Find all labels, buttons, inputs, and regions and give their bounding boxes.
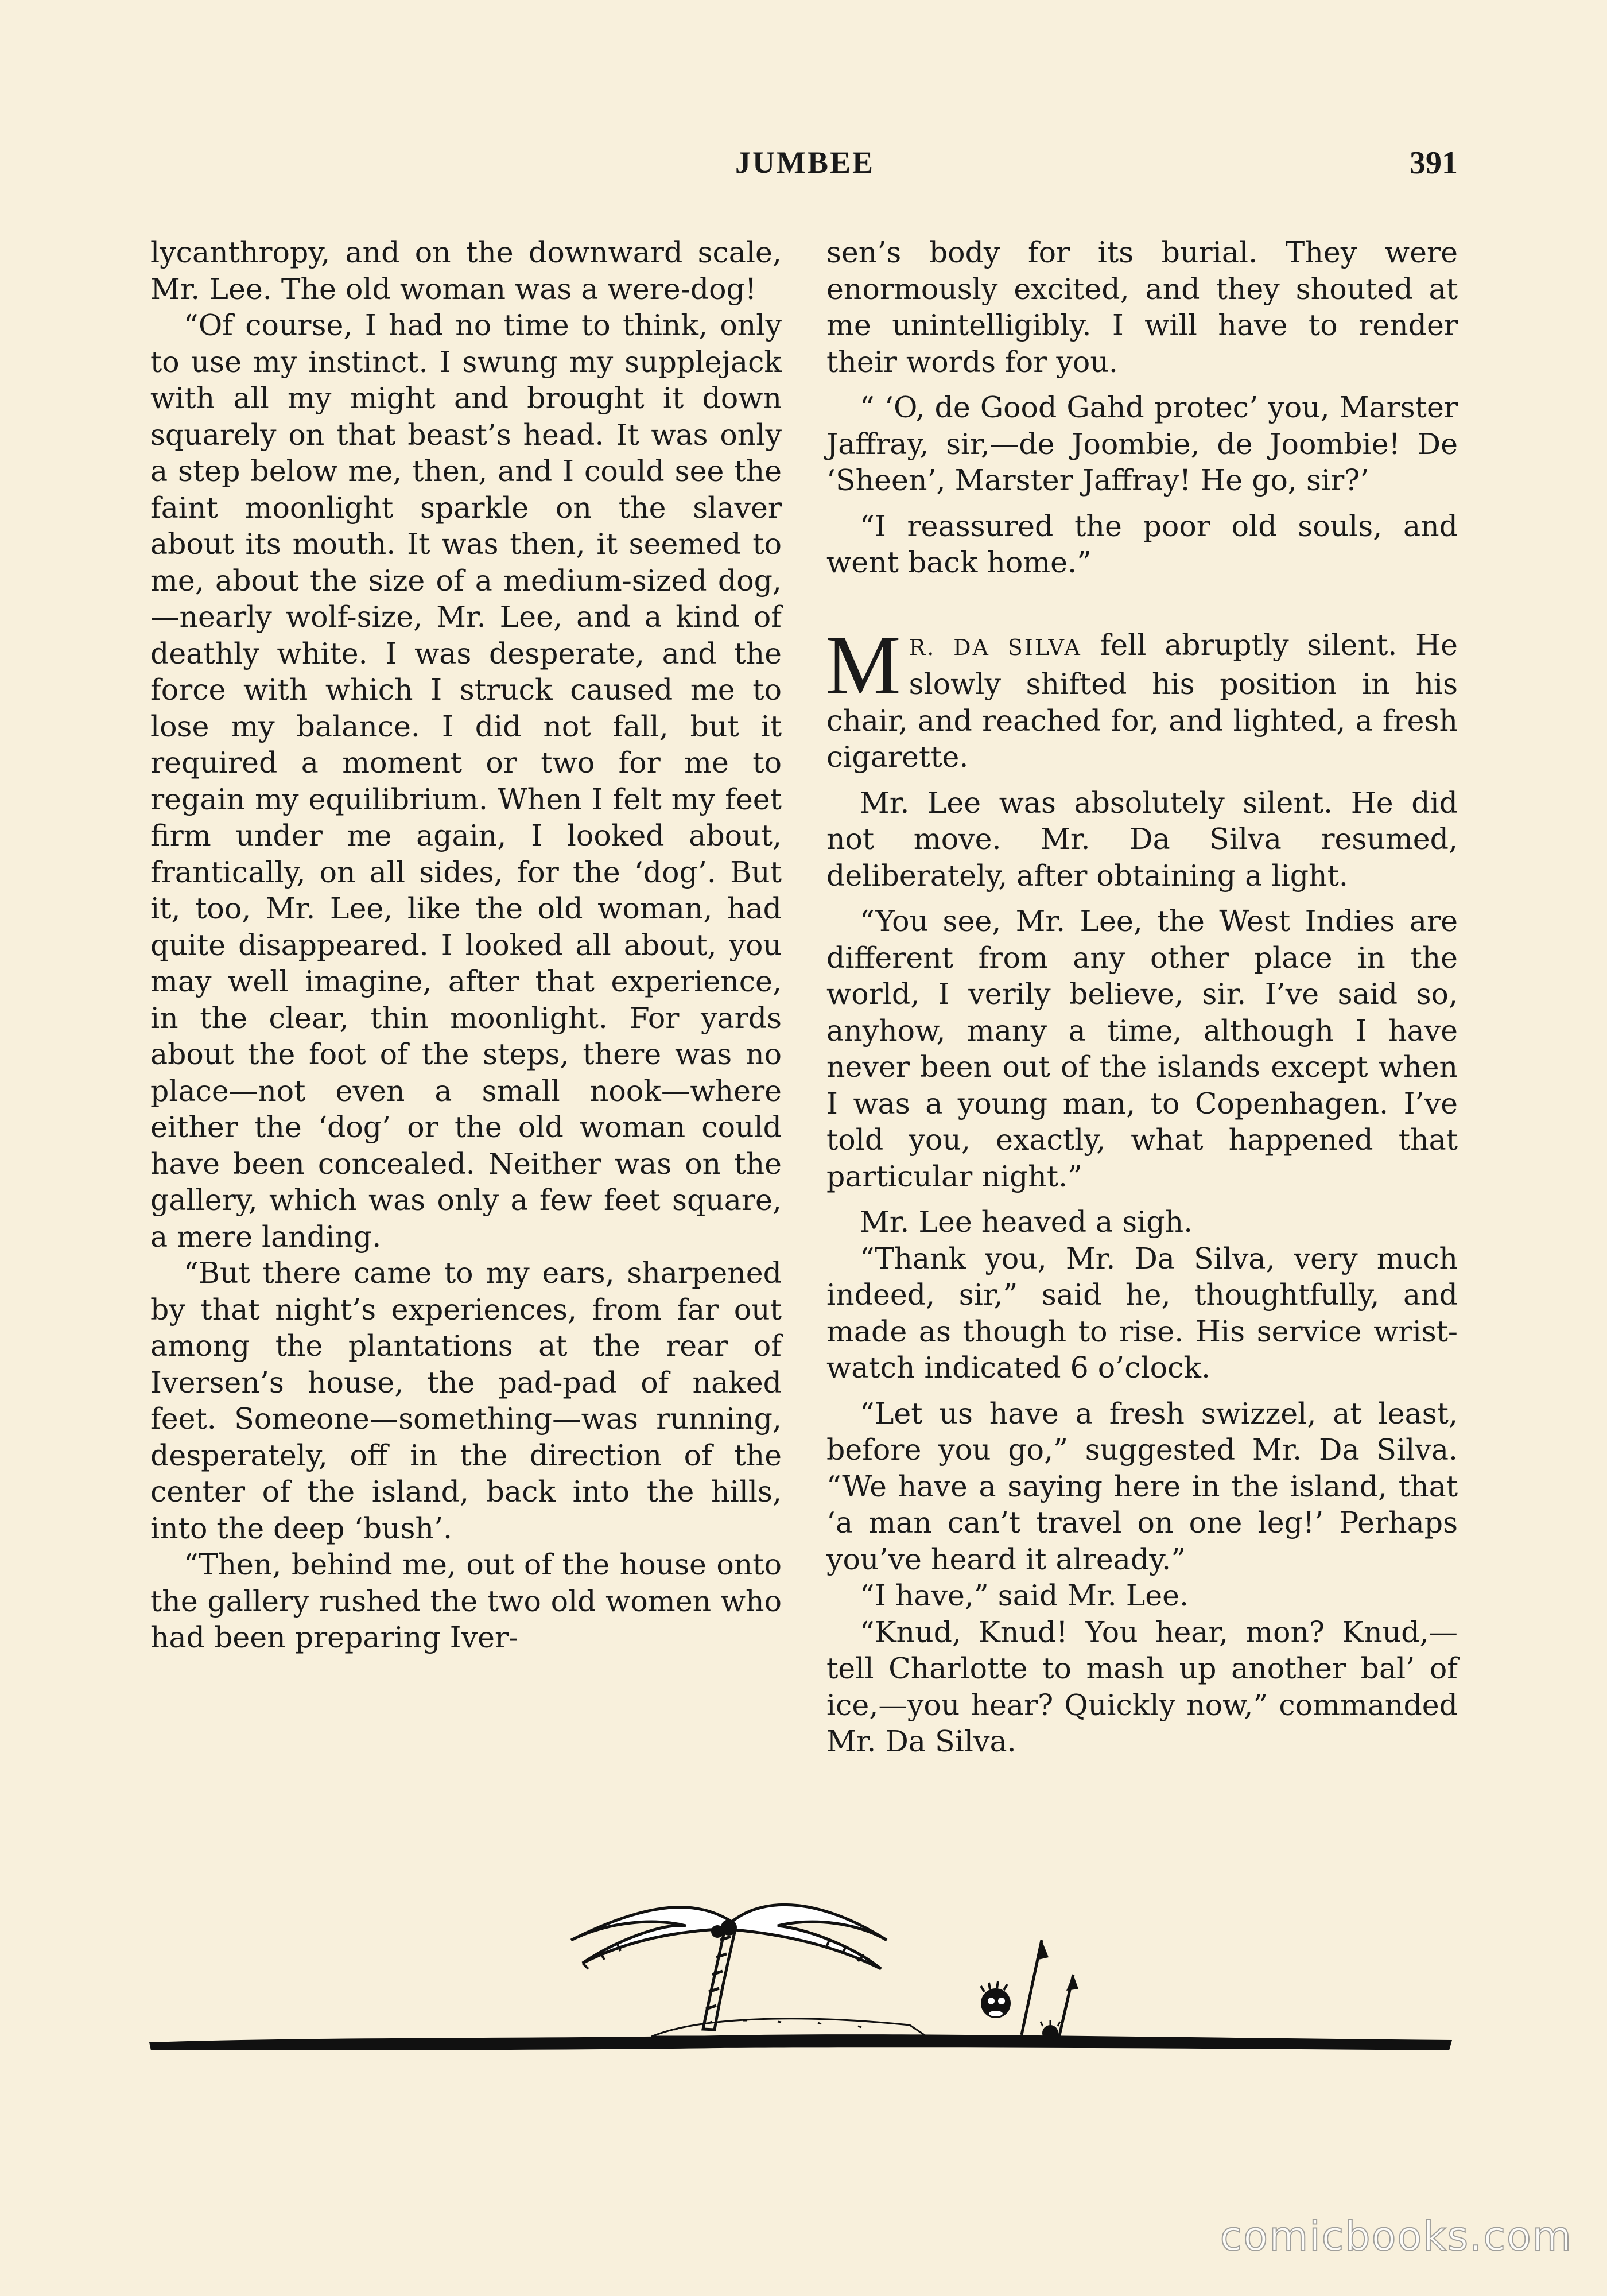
paragraph: “Then, behind me, out of the house onto the gallery rushed the two old women who had been preparing Iver- [150, 1548, 782, 1654]
page-header [152, 145, 1458, 191]
paragraph: “I have,” said Mr. Lee. [860, 1578, 1189, 1612]
paragraph: “You see, Mr. Lee, the West Indies are different from any other place in the world, I verily believe, sir. I’ve said so, anyhow, many a time, although I have never been out of the islands except when I was a young man, to Copenhagen. I’ve told you, exactly, what happened that particular night.” [826, 904, 1458, 1193]
paragraph-text: fell abruptly silent. He slowly shifted his position in his chair, and reached for, and lighted, a fresh cigarette. [826, 627, 1458, 774]
text-column-right [826, 234, 1458, 1760]
paragraph: sen’s body for its burial. They were enormously excited, and they shouted at me unintelligibly. I will have to render their words for you. [826, 235, 1458, 379]
ground-icon [149, 2019, 1452, 2050]
paragraph: “But there came to my ears, sharpened by that night’s experiences, from far out among the plantations at the rear of Iversen’s house, the pad-pad of naked feet. Someone—something—was running, desperately, off in the direction of the center of the island, back into the hills, into the deep ‘bush’. [150, 1256, 782, 1545]
section-opening-paragraph [825, 618, 1458, 775]
running-title: JUMBEE [735, 145, 875, 180]
text-column-left [150, 234, 782, 1656]
paragraph: “ ‘O, de Good Gahd protec’ you, Marster Jaffray, sir,—de Joombie, de Joombie! De ‘Sheen’, Marster Jaffray! He go, sir?’ [826, 390, 1458, 497]
paragraph: “Of course, I had no time to think, only to use my instinct. I swung my supplejack with all my might and brought it down squarely on that beast’s head. It was only a step below me, then, and I could see the faint moonlight sparkle on the slaver about its mouth. It was then, it seemed to me, about the size of a medium-sized dog,—nearly wolf-size, Mr. Lee, and a kind of deathly white. I was desperate, and the force with which I struck caused me to lose my balance. I did not fall, but it required a moment or two for me to regain my equilibrium. When I felt my feet firm under me again, I looked about, frantically, on all sides, for the ‘dog’. But it, too, Mr. Lee, like the old woman, had quite disappeared. I looked all about, you may well imagine, after that experience, in the clear, thin moonlight. For yards about the foot of the steps, there was no place—not even a small nook—where either the ‘dog’ or the old woman could have been concealed. Neither was on the gallery, which was only a few feet square, a mere landing. [150, 308, 782, 1254]
paragraph: Mr. Lee heaved a sigh. [860, 1205, 1193, 1239]
island-illustration [146, 1900, 1455, 2072]
paragraph: “Thank you, Mr. Da Silva, very much indeed, sir,” said he, thoughtfully, and made as though to rise. His service wrist-watch indicated 6 o’clock. [826, 1241, 1458, 1384]
paragraph: “Knud, Knud! You hear, mon? Knud,—tell Charlotte to mash up another bal’ of ice,—you hear? Quickly now,” commanded Mr. Da Silva. [826, 1615, 1458, 1758]
paragraph: “I reassured the poor old souls, and went back home.” [826, 509, 1458, 579]
palm-tree-icon [571, 1905, 887, 2030]
paragraph: Mr. Lee was absolutely silent. He did not move. Mr. Da Silva resumed, deliberately, after obtaining a light. [826, 785, 1458, 893]
drop-cap: M [825, 618, 901, 712]
watermark: comicbooks.com [1220, 2213, 1573, 2260]
native-figure-icon [981, 1981, 1060, 2041]
speaker-name: R. DA SILVA [909, 634, 1082, 660]
paragraph: lycanthropy, and on the downward scale, Mr. Lee. The old woman was a were-dog! [150, 235, 782, 306]
page-number: 391 [1410, 145, 1458, 181]
paragraph: “Let us have a fresh swizzel, at least, before you go,” suggested Mr. Da Silva. “We have a saying here in the island, that ‘a man can’t travel on one leg!’ Perhaps you’ve heard it already.” [826, 1396, 1458, 1576]
